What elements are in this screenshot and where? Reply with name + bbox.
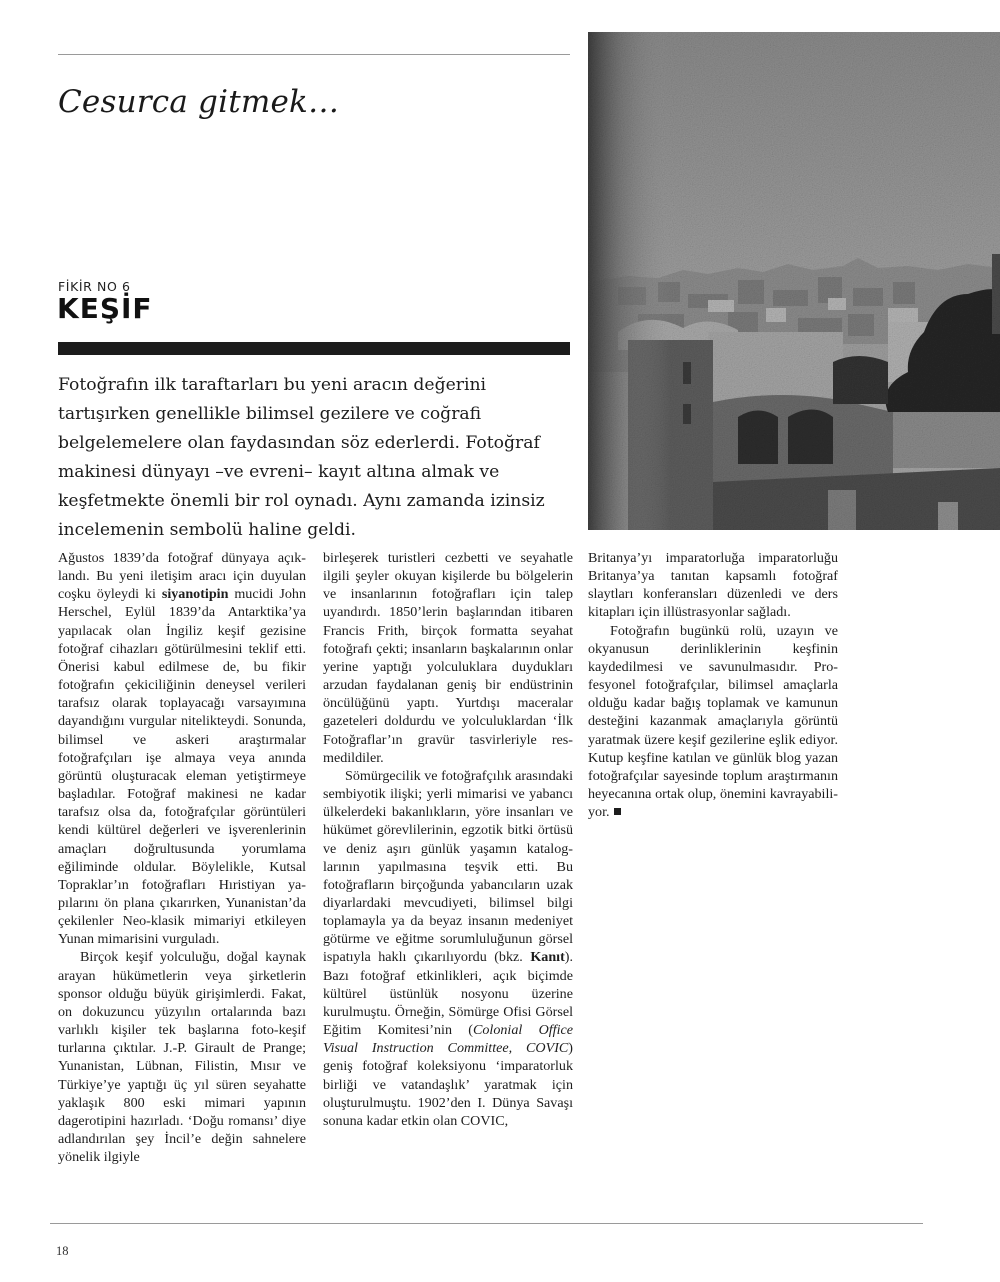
photo-vignette — [588, 32, 1000, 530]
body-column-1 — [58, 549, 306, 1166]
footer-rule — [50, 1223, 923, 1224]
page-title: Cesurca gitmek… — [58, 84, 340, 120]
body-text: Ağustos 1839’da fotoğraf dünyaya açıklandı. Bu yeni iletişim aracı için duyulan coşku öyleydi ki — [58, 550, 306, 603]
end-of-article-square-icon — [614, 808, 621, 815]
body-text: Fotoğrafın bugünkü rolü, uzayın ve okyanusun derinliklerinin keşfinin kaydedilmesi ve savunulmasıdır. Profesyonel fotoğrafçılar, bilimsel amaçlarla olduğu kadar bağış toplamak ve kamunun desteğini kazanmak amaçlarıyla görüntü yaratmak üzere keşif gezilerine eşlik ediyor. Kutup keşfine katılan ve günlük blog yazan fotoğrafçılar sayesinde toplum araştırmanın heyecanına ortak olup, önemini kavrayabiliyor. — [588, 622, 838, 821]
historic-city-photo — [588, 32, 1000, 530]
lead-paragraph: Fotoğrafın ilk taraftarları bu yeni aracın değerini tartışırken genellikle bilimsel gezilere ve coğrafi belgelemelere olan faydasından söz ederlerdi. Fotoğraf makinesi dünyayı –ve evreni– kayıt altına almak ve keşfetmekte önemli bir rol oynadı. Aynı zamanda izinsiz incelemenin sembolü haline geldi. — [58, 375, 545, 540]
idea-number-label: FİKİR NO 6 — [58, 279, 131, 294]
body-column-3 — [588, 549, 838, 821]
body-text: Sömürgecilik ve fotoğrafçılık arasındaki sembiyotik ilişki; yerli mimarisi ve yabancı ülkelerdeki bakanlıkların, yöre insanları ve hükümet görevlilerinin, egzotik bitki örtüsü ve deniz aşırı günlük yaşamın kataloglarının yapılmasına teşvik etti. Bu fotoğrafların birçoğunda yabancıların uzak diyarlardaki mevcudiyeti, bilimsel bilgi toplamayla ya da beyaz insanın medeniyet götürme ve eğitme sorumluluğunun görsel ispatıyla haklı çıkarılıyordu (bkz. — [323, 767, 573, 966]
page-number: 18 — [56, 1244, 69, 1258]
cross-reference-term: Kanıt — [530, 949, 565, 966]
body-paragraph — [588, 622, 838, 822]
body-text: mucidi John Herschel, Eylül 1839’da Antarktika’ya yapılacak olan İngiliz keşif gezisine fotoğraf cihazları götürülmesini teklif etti. Önerisi kabul edilmese de, bu fikir fotoğrafın çekiciliğinin deneysel verileri tarafsız olarak toplayacağı varsayımına dayandığını vurgular nitelikteydi. Sonunda, bilimsel ve askeri araştırmalar fotoğrafçıları işe almaya veya anında görüntü oluşturacak eleman yetiştirmeye başladılar. Fotoğraf makinesi ne kadar tarafsız olsa da, fotoğrafçılar görüntüleri kendi kültürel değerleri ve işverenlerinin amaçları doğrultusunda yorumlama eğiliminde oldular. Böylelikle, Kutsal Topraklar’ın fotoğrafları Hıristiyan yapılarını ön plana çıkarırken, Yunanistan’da çekilenler Neo-klasik mimariyi etkileyen Yunan mimarisini vurguladı. — [58, 586, 306, 948]
top-rule — [58, 54, 570, 55]
italic-term: Colonial Office Visual Instruction Committee, COVIC — [323, 1022, 574, 1057]
body-paragraph: Britanya’yı imparatorluğa imparatorluğu Britanya’ya tanıtan kapsamlı fotoğraf slaytları konferansları düzenledi ve ders kitapları için illüstrasyonlar sağladı. — [588, 550, 838, 621]
body-column-2 — [323, 549, 573, 1130]
cross-reference-term: siyanotipin — [161, 586, 229, 603]
section-heading: KEŞİF — [57, 292, 153, 325]
body-paragraph: Birçok keşif yolculuğu, doğal kaynak arayan hükümetlerin veya şirketlerin sponsor olduğu büyük girişimlerdi. Fakat, on dokuzuncu yüzyılın ortalarında bazı varlıklı kişiler tek başlarına foto-keşif turlarına çıktılar. J.-P. Girault de Prange; Yunanistan, Lübnan, Filistin, Mısır ve Türkiye’ye yaptığı üç yıl süren seyahatte yaklaşık 800 eski mimari yapının dagerotipini hazırladı. ‘Doğu romansı’ diye adlandırılan şey İncil’e değin sahnelere yönelik ilgiyle — [58, 949, 306, 1166]
body-paragraph: birleşerek turistleri cezbetti ve seyahatle ilgili şeyler okuyan kişilerde bu bölgelerin ve insanlarının fotoğrafları için talep uyandırdı. 1850’lerin başlarından itibaren Francis Frith, birçok formatta seyahat fotoğrafı çekti; insanların başkalarının onlar yerine yaptığı yolculuklara duydukları arzudan faydalanan geniş bir endüstrinin öncülüğünü yaptı. Yurtdışı maceralar gazeteleri doldurdu ve yolculuklardan ‘İlk Fotoğraflar’ın gravür tasvirleriyle resmedildiler. — [323, 550, 573, 766]
heading-rule — [58, 342, 570, 355]
body-text: ). Bazı fotoğraf etkinlikleri, açık biçimde kültürel üstünlük nosyonu üzerine kurulmuştu. Örneğin, Sömürge Ofisi Görsel Eğitim Komitesi’nin ( — [323, 949, 573, 1039]
body-text: ) geniş fotoğraf koleksiyonu ‘imparatorluk birliği ve vatandaşlık’ yaratmak için oluşturulmuştu. 1902’den I. Dünya Savaşı sonuna kadar etkin olan COVIC, — [323, 1040, 573, 1129]
body-paragraph — [58, 549, 306, 948]
body-paragraph — [323, 767, 573, 1130]
